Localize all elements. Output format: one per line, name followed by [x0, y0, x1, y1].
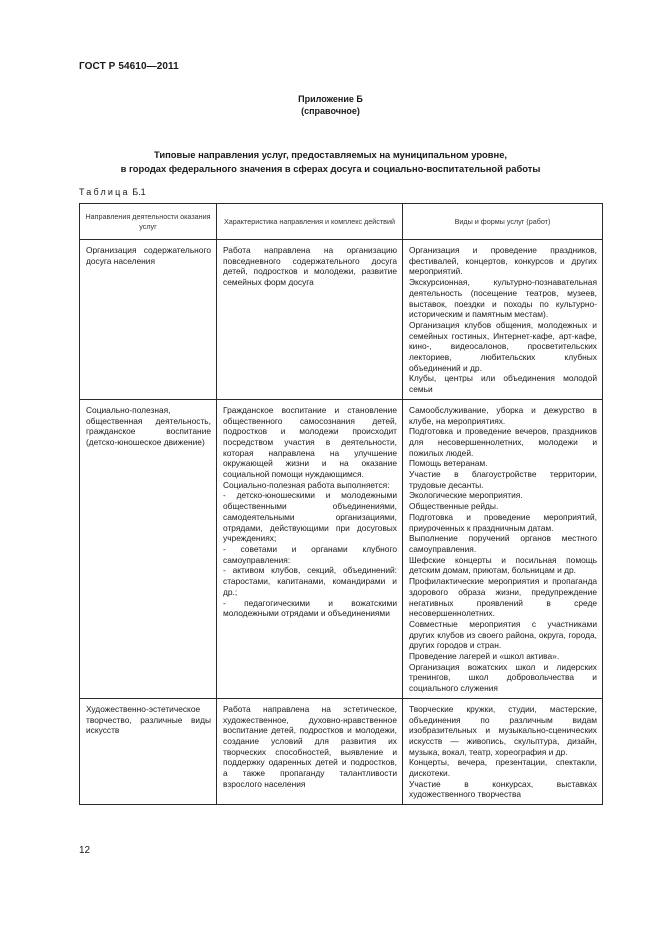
table-body	[80, 240, 603, 805]
cell-direction: Художественно-эстетическое творчество, различные виды искусств	[80, 698, 217, 804]
characteristic-paragraph: Гражданское воспитание и становление общественного самосознания детей, подростков и молодежи происходит посредством участия в деятельности, которая направлена на улучшение окружающей жизни и на оказание социальной помощи нуждающимся.	[223, 404, 397, 480]
service-item: Шефские концерты и посильная помощь детским домам, приютам, больницам и др.	[409, 554, 597, 576]
table-caption-word: Таблица	[79, 187, 130, 197]
service-item: Творческие кружки, студии, мастерские, объединения по различным видам изобразительных и музыкально-сценических искусств — живопись, скульптура, дизайн, музыка, вокал, театр, хореография и др.	[409, 703, 597, 757]
cell-services	[403, 698, 603, 804]
characteristic-paragraph: Работа направлена на организацию повседневного содержательного досуга детей, подростков и молодежи, развитие семейных форм досуга	[223, 245, 397, 288]
characteristic-paragraph: Социально-полезная работа выполняется:	[223, 479, 390, 490]
characteristic-paragraph: - активом клубов, секций, объединений: старостами, капитанами, командирами и др.;	[223, 565, 397, 597]
service-item: Участие в благоустройстве территории, трудовые десанты.	[409, 469, 597, 490]
table-row	[80, 698, 603, 804]
service-item: Самообслуживание, уборка и дежурство в клубе, на мероприятиях.	[409, 404, 597, 426]
characteristic-paragraph: - советами и органами клубного самоуправления:	[223, 543, 397, 565]
appendix-heading	[0, 93, 661, 117]
title-line-1: Типовые направления услуг, предоставляемых на муниципальном уровне,	[153, 149, 508, 160]
characteristic-paragraph: Работа направлена на эстетическое, художественное, духовно-нравственное воспитание детей, подростков и молодежи, создание условий для развития их творческих способностей, выявление и поддержку одаренных детей и подростков, а также пропаганду талантливости взрослого населения	[223, 703, 397, 789]
service-item: Организация клубов общения, молодежных и семейных гостиных, Интернет-кафе, арт-кафе, кино-, видеосалонов, просветительских лекториев, любительских клубных объединений и др.	[409, 319, 597, 373]
characteristic-paragraph: - детско-юношескими и молодежными общественными объединениями, самодеятельными организациями, отрядами, действующими при досуговых учреждениях;	[223, 490, 397, 544]
service-item: Экскурсионная, культурно-познавательная деятельность (посещение театров, музеев, выставок, поездки и походы по культурно-историческим и памятным местам).	[409, 277, 597, 320]
service-item: Клубы, центры или объединения молодой семьи	[409, 373, 597, 395]
services-table	[79, 203, 603, 805]
table-header-row	[80, 204, 603, 240]
service-item: Совместные мероприятия с участниками других клубов из своего района, округа, города, других городов и стран.	[409, 618, 597, 651]
service-item: Экологические мероприятия.	[409, 490, 523, 501]
service-item: Организация и проведение праздников, фестивалей, концертов, конкурсов и других мероприятий.	[409, 245, 597, 277]
header-characteristics: Характеристика направления и комплекс действий	[217, 204, 403, 240]
title-line-2: в городах федерального значения в сферах досуга и социально-воспитательной работы	[120, 163, 541, 174]
table-row	[80, 399, 603, 698]
service-item: Помощь ветеранам.	[409, 458, 488, 469]
document-title	[70, 148, 591, 176]
service-item: Профилактические мероприятия и пропаганда здорового образа жизни, предупреждение негативных проявлений в среде несовершеннолетних.	[409, 576, 597, 619]
characteristic-paragraph: - педагогическими и вожатскими молодежными отрядами и объединениями	[223, 597, 397, 619]
cell-direction: Социально-полезная, общественная деятельность, гражданское воспитание (детско-юношеское движение)	[80, 399, 217, 698]
cell-services	[403, 240, 603, 400]
service-item: Подготовка и проведение мероприятий, приуроченных к праздничным датам.	[409, 511, 597, 533]
table-caption	[79, 187, 146, 197]
cell-characteristics	[217, 240, 403, 400]
table-caption-number: Б.1	[132, 187, 146, 197]
service-item: Общественные рейды.	[409, 501, 499, 512]
table-row	[80, 240, 603, 400]
cell-services	[403, 399, 603, 698]
service-item: Проведение лагерей и «школ актива».	[409, 651, 560, 662]
appendix-note: (справочное)	[301, 106, 360, 116]
header-services: Виды и формы услуг (работ)	[403, 204, 603, 240]
appendix-title: Приложение Б	[298, 94, 363, 104]
service-item: Выполнение поручений органов местного самоуправления.	[409, 533, 597, 554]
service-item: Участие в конкурсах, выставках художественного творчества	[409, 778, 597, 800]
service-item: Концерты, вечера, презентации, спектакли, дискотеки.	[409, 757, 597, 779]
header-directions: Направления деятельности оказания услуг	[80, 204, 217, 240]
page-number: 12	[79, 845, 91, 856]
cell-characteristics	[217, 399, 403, 698]
cell-characteristics	[217, 698, 403, 804]
cell-direction: Организация содержательного досуга населения	[80, 240, 217, 400]
service-item: Организация вожатских школ и лидерских тренингов, школ добровольчества и социального служения	[409, 661, 597, 694]
service-item: Подготовка и проведение вечеров, праздников для несовершеннолетних, молодежи и пожилых людей.	[409, 426, 597, 458]
standard-designation: ГОСТ Р 54610—2011	[79, 61, 179, 72]
